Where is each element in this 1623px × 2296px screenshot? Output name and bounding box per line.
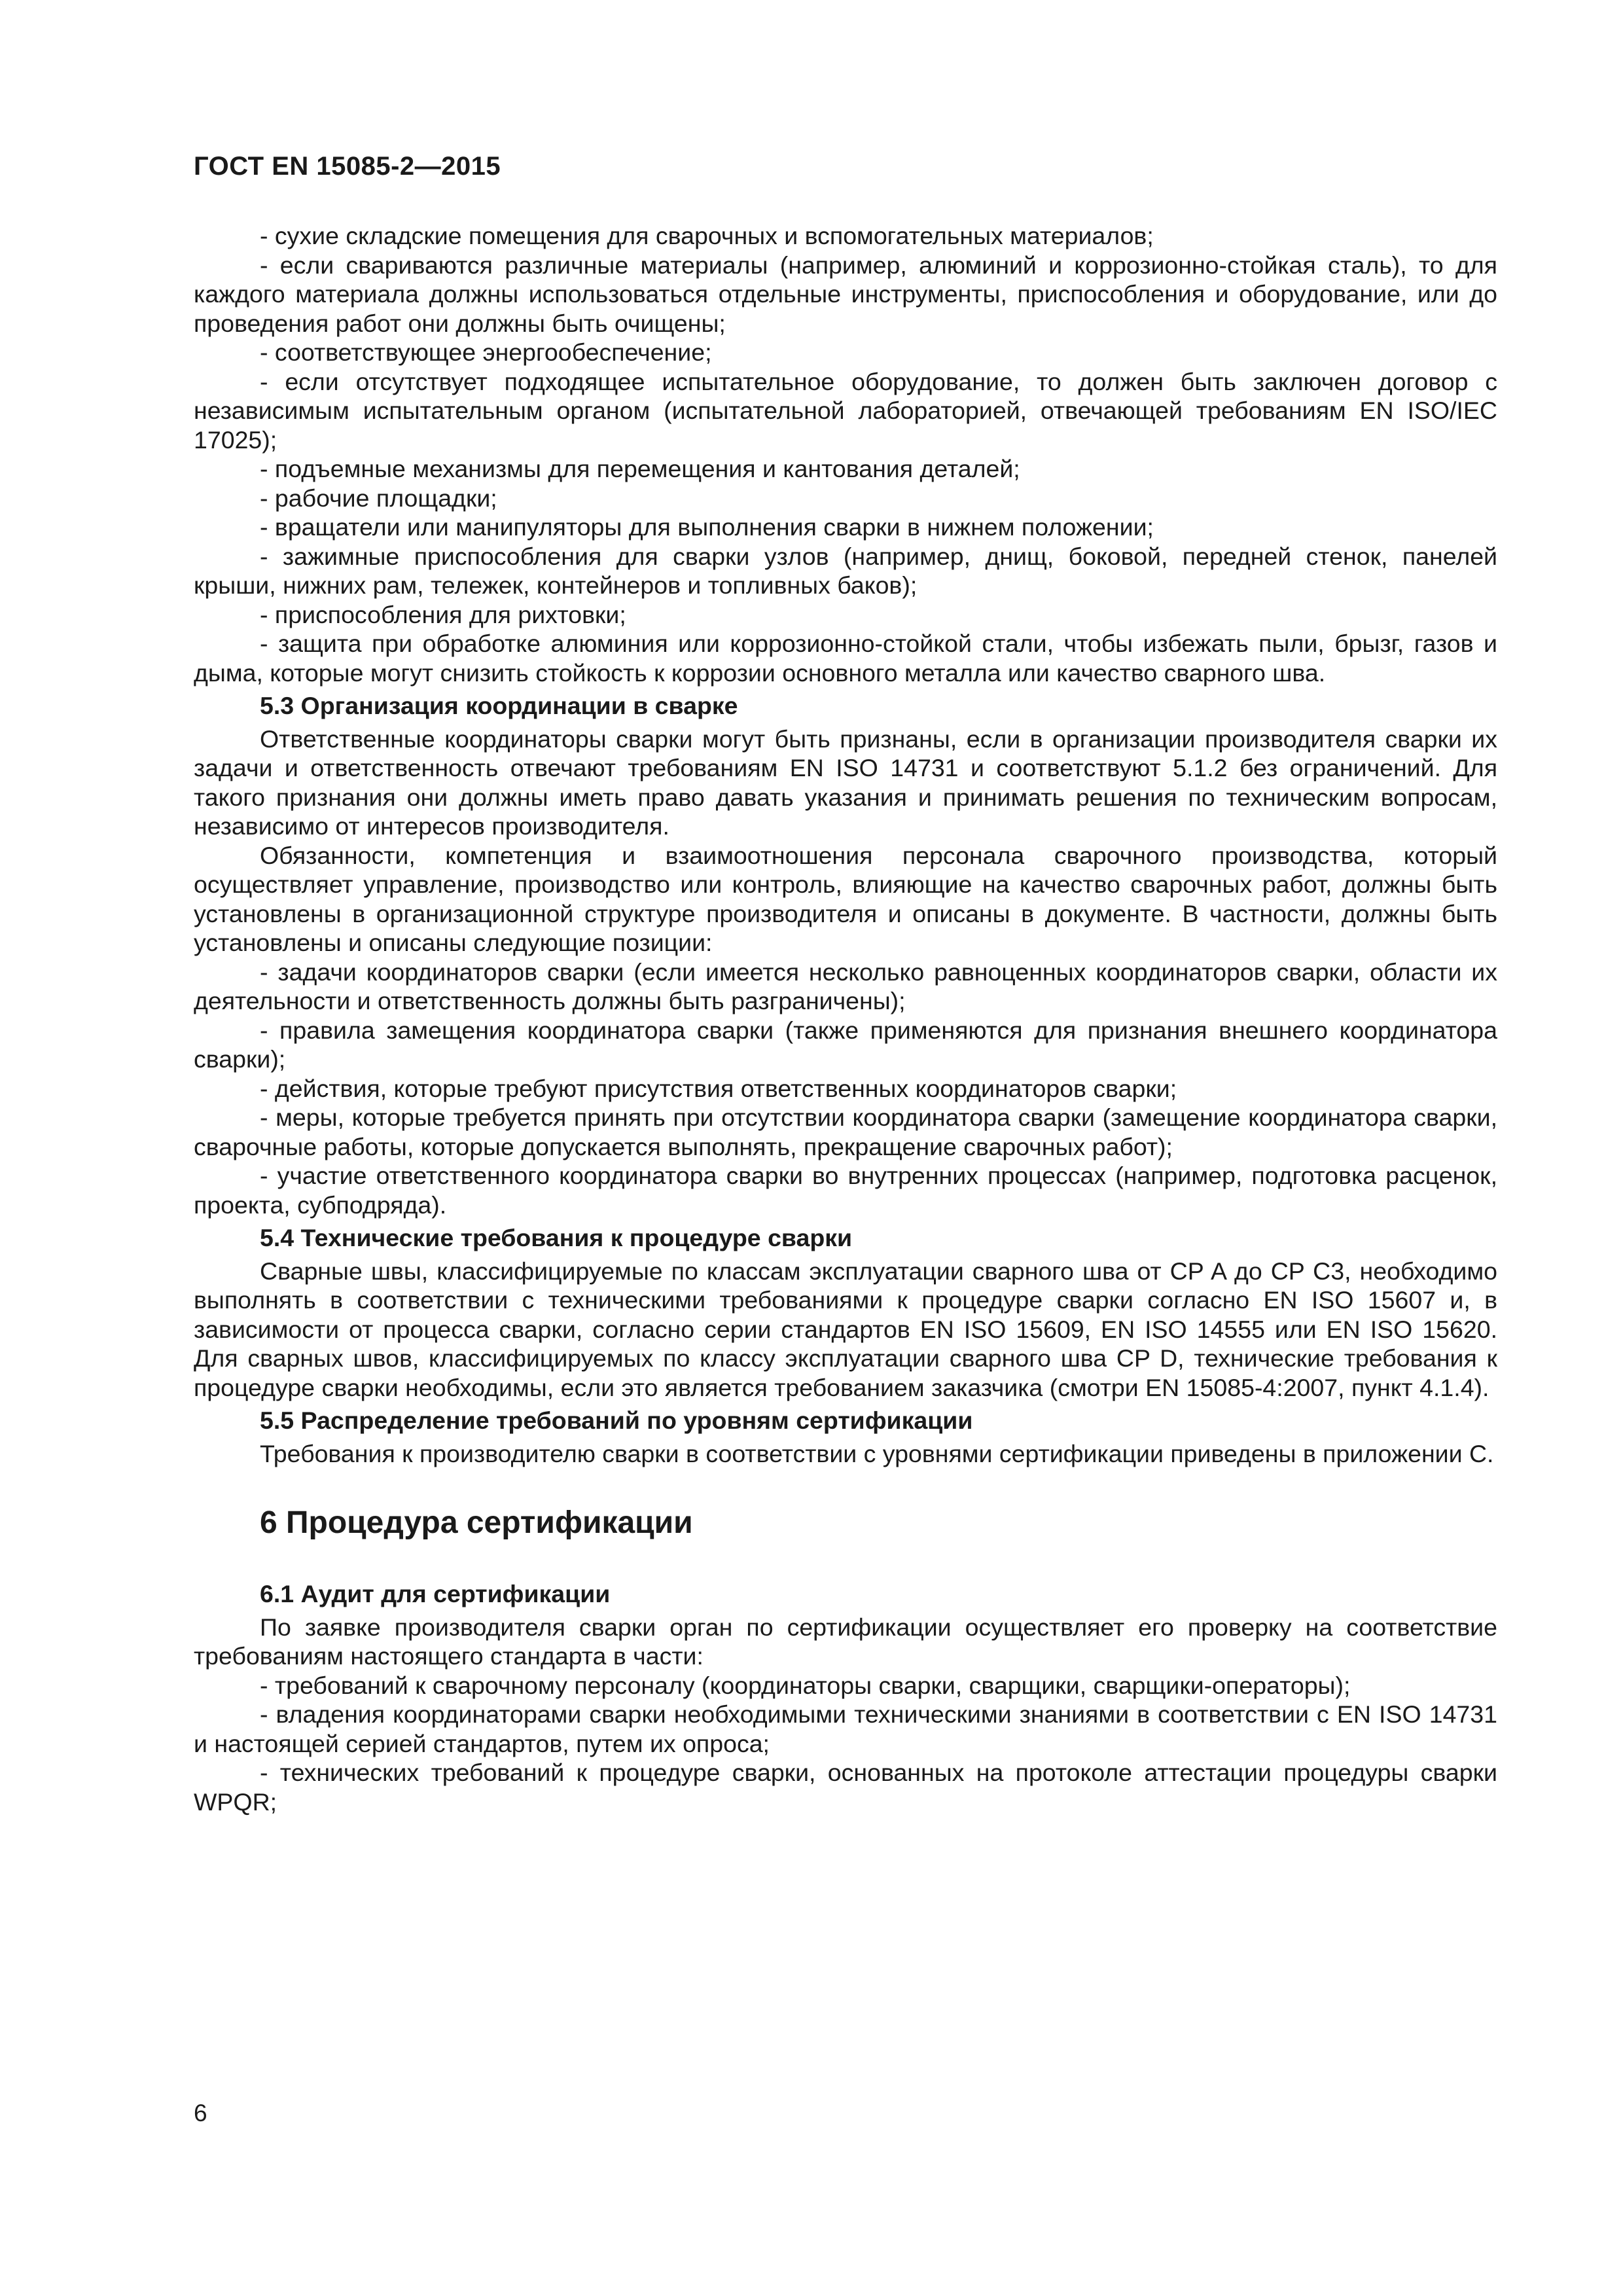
list-item: - правила замещения координатора сварки (также применяются для признания внешнего координатора сварки);	[194, 1016, 1497, 1073]
paragraph: Требования к производителю сварки в соответствии с уровнями сертификации приведены в приложении С.	[260, 1439, 1494, 1467]
list-item: - меры, которые требуется принять при отсутствии координатора сварки (замещение координатора сварки, сварочные работы, которые допускается выполнять, прекращение сварочных работ);	[194, 1103, 1497, 1160]
document-body	[194, 221, 1497, 1816]
paragraph: По заявке производителя сварки орган по сертификации осуществляет его проверку на соответствие требованиям настоящего стандарта в части:	[194, 1613, 1497, 1670]
section-heading-5-3: 5.3 Организация координации в сварке	[260, 692, 738, 719]
list-item: - рабочие площадки;	[260, 484, 497, 512]
section-heading-5-4: 5.4 Технические требования к процедуре сварки	[260, 1224, 853, 1251]
list-item: - соответствующее энергообеспечение;	[260, 338, 712, 366]
list-item: - вращатели или манипуляторы для выполнения сварки в нижнем положении;	[260, 513, 1154, 541]
paragraph: Обязанности, компетенция и взаимоотношения персонала сварочного производства, который осуществляет управление, производство или контроль, влияющие на качество сварочных работ, должны быть установлены в организационной структуре производителя и описаны в документе. В частности, должны быть установлены и описаны следующие позиции:	[194, 841, 1497, 956]
list-item: - требований к сварочному персоналу (координаторы сварки, сварщики, сварщики-операторы);	[260, 1671, 1351, 1699]
list-item: - защита при обработке алюминия или коррозионно-стойкой стали, чтобы избежать пыли, брызг, газов и дыма, которые могут снизить стойкость к коррозии основного металла или качество сварного шва.	[194, 630, 1497, 687]
section-heading-6: 6 Процедура сертификации	[260, 1505, 693, 1540]
list-item: - если свариваются различные материалы (например, алюминий и коррозионно-стойкая сталь), то для каждого материала должны использоваться отдельные инструменты, приспособления и оборудование, или до проведения работ они должны быть очищены;	[194, 251, 1497, 337]
paragraph: Сварные швы, классифицируемые по классам эксплуатации сварного шва от CP A до CP C3, необходимо выполнять в соответствии с техническими требованиями к процедуре сварки согласно EN ISO 15607 и, в зависимости от процесса сварки, согласно серии стандартов EN ISO 15609, EN ISO 14555 или EN ISO 15620. Для сварных швов, классифицируемых по классу эксплуатации сварного шва CP D, технические требования к процедуре сварки необходимы, если это является требованием заказчика (смотри EN 15085-4:2007, пункт 4.1.4).	[194, 1257, 1497, 1401]
paragraph: Ответственные координаторы сварки могут быть признаны, если в организации производителя сварки их задачи и ответственность отвечают требованиям EN ISO 14731 и соответствуют 5.1.2 без ограничений. Для такого признания они должны иметь право давать указания и принимать решения по техническим вопросам, независимо от интересов производителя.	[194, 725, 1497, 840]
section-heading-6-1: 6.1 Аудит для сертификации	[260, 1580, 611, 1607]
list-item: - приспособления для рихтовки;	[260, 600, 626, 628]
list-item: - если отсутствует подходящее испытательное оборудование, то должен быть заключен договор с независимым испытательным органом (испытательной лабораторией, отвечающей требованиям EN ISO/IEC 17025);	[194, 367, 1497, 454]
list-item: - технических требований к процедуре сварки, основанных на протоколе аттестации процедуры сварки WPQR;	[194, 1759, 1497, 1816]
document-page	[194, 151, 1497, 1816]
document-header: ГОСТ EN 15085-2—2015	[194, 152, 501, 181]
section-heading-5-5: 5.5 Распределение требований по уровням сертификации	[260, 1407, 973, 1434]
page-number: 6	[194, 2100, 207, 2126]
list-item: - зажимные приспособления для сварки узлов (например, днищ, боковой, передней стенок, панелей крыши, нижних рам, тележек, контейнеров и топливных баков);	[194, 542, 1497, 599]
list-item: - подъемные механизмы для перемещения и кантования деталей;	[260, 455, 1020, 482]
list-item: - действия, которые требуют присутствия ответственных координаторов сварки;	[260, 1074, 1177, 1102]
list-item: - задачи координаторов сварки (если имеется несколько равноценных координаторов сварки, области их деятельности и ответственность должны быть разграничены);	[194, 958, 1497, 1014]
list-item: - участие ответственного координатора сварки во внутренних процессах (например, подготовка расценок, проекта, субподряда).	[194, 1162, 1497, 1219]
list-item: - владения координаторами сварки необходимыми техническими знаниями в соответствии с EN ISO 14731 и настоящей серией стандартов, путем их опроса;	[194, 1700, 1497, 1757]
list-item: - сухие складские помещения для сварочных и вспомогательных материалов;	[260, 222, 1154, 249]
